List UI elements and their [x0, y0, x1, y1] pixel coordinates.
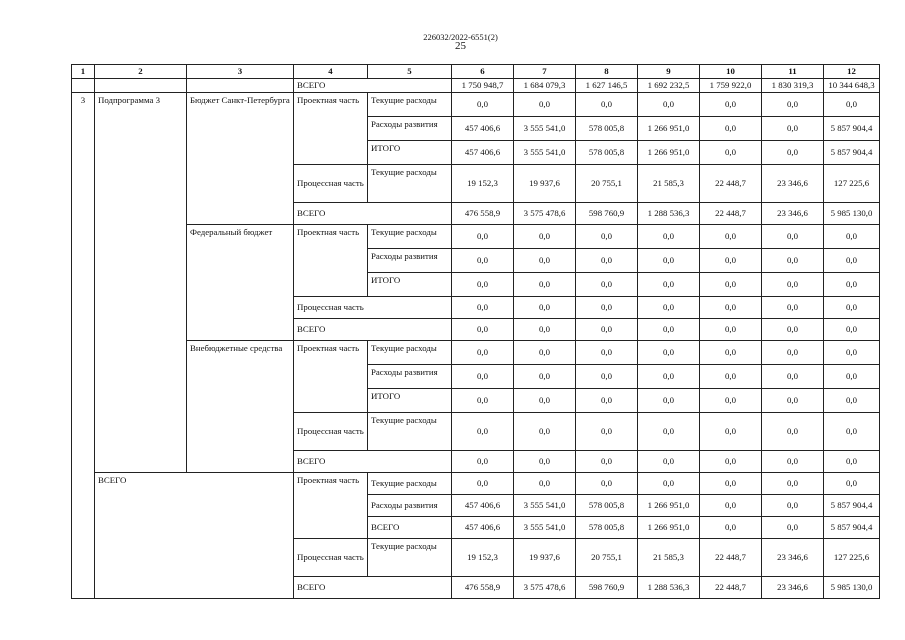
expense-type: ИТОГО	[368, 389, 452, 413]
process-part-label: Процессная часть	[294, 539, 368, 577]
value-cell: 0,0	[576, 249, 638, 273]
value-cell: 0,0	[762, 225, 824, 249]
value-cell: 578 005,8	[576, 517, 638, 539]
column-number-cell: 12	[824, 65, 880, 79]
value-cell: 0,0	[576, 389, 638, 413]
column-number-cell: 9	[638, 65, 700, 79]
value-cell: 0,0	[700, 451, 762, 473]
total-label: ВСЕГО	[294, 79, 452, 93]
empty-cell	[187, 79, 294, 93]
value-cell: 1 759 922,0	[700, 79, 762, 93]
value-cell: 22 448,7	[700, 539, 762, 577]
value-cell: 1 288 536,3	[638, 577, 700, 599]
value-cell: 5 857 904,4	[824, 517, 880, 539]
value-cell: 0,0	[638, 297, 700, 319]
value-cell: 457 406,6	[452, 517, 514, 539]
value-cell: 3 555 541,0	[514, 141, 576, 165]
value-cell: 0,0	[824, 389, 880, 413]
value-cell: 457 406,6	[452, 495, 514, 517]
value-cell: 1 627 146,5	[576, 79, 638, 93]
value-cell: 5 857 904,4	[824, 141, 880, 165]
value-cell: 0,0	[514, 451, 576, 473]
table-row	[72, 65, 880, 79]
value-cell: 0,0	[700, 365, 762, 389]
value-cell: 457 406,6	[452, 141, 514, 165]
value-cell: 19 937,6	[514, 165, 576, 203]
expense-type: Текущие расходы	[368, 473, 452, 495]
summary-label: ВСЕГО	[95, 473, 294, 599]
value-cell: 0,0	[824, 297, 880, 319]
page-number: 25	[455, 40, 466, 52]
value-cell: 5 985 130,0	[824, 577, 880, 599]
value-cell: 0,0	[638, 451, 700, 473]
value-cell: 0,0	[762, 117, 824, 141]
value-cell: 0,0	[638, 473, 700, 495]
value-cell: 0,0	[824, 473, 880, 495]
value-cell: 1 266 951,0	[638, 117, 700, 141]
value-cell: 0,0	[762, 451, 824, 473]
column-number-cell: 2	[95, 65, 187, 79]
table-row	[72, 341, 880, 365]
value-cell: 0,0	[762, 341, 824, 365]
value-cell: 1 266 951,0	[638, 517, 700, 539]
expense-type: Текущие расходы	[368, 225, 452, 249]
value-cell: 0,0	[638, 413, 700, 451]
value-cell: 0,0	[700, 517, 762, 539]
document-id: 226032/2022-6551(2)	[423, 32, 498, 42]
value-cell: 0,0	[762, 495, 824, 517]
project-part-label: Проектная часть	[294, 225, 368, 297]
value-cell: 578 005,8	[576, 495, 638, 517]
value-cell: 20 755,1	[576, 165, 638, 203]
value-cell: 0,0	[576, 297, 638, 319]
expense-type: Расходы развития	[368, 365, 452, 389]
funding-source: Внебюджетные средства	[187, 341, 294, 473]
column-number-cell: 5	[368, 65, 452, 79]
value-cell: 22 448,7	[700, 203, 762, 225]
value-cell: 0,0	[700, 249, 762, 273]
value-cell: 0,0	[576, 93, 638, 117]
empty-cell	[72, 79, 95, 93]
value-cell: 0,0	[824, 451, 880, 473]
value-cell: 457 406,6	[452, 117, 514, 141]
value-cell: 21 585,3	[638, 539, 700, 577]
value-cell: 1 266 951,0	[638, 495, 700, 517]
value-cell: 3 575 478,6	[514, 577, 576, 599]
value-cell: 1 288 536,3	[638, 203, 700, 225]
budget-table	[71, 64, 880, 599]
process-part-label: Процессная часть	[294, 297, 452, 319]
value-cell: 0,0	[452, 93, 514, 117]
value-cell: 1 830 319,3	[762, 79, 824, 93]
value-cell: 3 555 541,0	[514, 517, 576, 539]
value-cell: 0,0	[514, 249, 576, 273]
expense-type: Текущие расходы	[368, 93, 452, 117]
value-cell: 0,0	[762, 93, 824, 117]
expense-type: Текущие расходы	[368, 413, 452, 451]
value-cell: 1 684 079,3	[514, 79, 576, 93]
table-row	[72, 79, 880, 93]
empty-cell	[95, 79, 187, 93]
value-cell: 0,0	[700, 473, 762, 495]
value-cell: 0,0	[824, 413, 880, 451]
value-cell: 0,0	[762, 389, 824, 413]
value-cell: 0,0	[700, 319, 762, 341]
value-cell: 0,0	[638, 225, 700, 249]
value-cell: 0,0	[700, 297, 762, 319]
project-part-label: Проектная часть	[294, 341, 368, 413]
value-cell: 0,0	[700, 273, 762, 297]
value-cell: 476 558,9	[452, 577, 514, 599]
value-cell: 23 346,6	[762, 203, 824, 225]
value-cell: 0,0	[700, 117, 762, 141]
value-cell: 0,0	[452, 341, 514, 365]
value-cell: 0,0	[700, 389, 762, 413]
value-cell: 0,0	[638, 249, 700, 273]
value-cell: 0,0	[824, 249, 880, 273]
value-cell: 0,0	[762, 297, 824, 319]
value-cell: 5 985 130,0	[824, 203, 880, 225]
total-label: ВСЕГО	[294, 451, 452, 473]
value-cell: 23 346,6	[762, 539, 824, 577]
value-cell: 0,0	[824, 273, 880, 297]
table-row	[72, 225, 880, 249]
expense-type: Текущие расходы	[368, 165, 452, 203]
process-part-label: Процессная часть	[294, 413, 368, 451]
column-number-cell: 7	[514, 65, 576, 79]
value-cell: 578 005,8	[576, 117, 638, 141]
value-cell: 0,0	[762, 365, 824, 389]
value-cell: 0,0	[700, 93, 762, 117]
value-cell: 0,0	[514, 473, 576, 495]
process-part-label: Процессная часть	[294, 165, 368, 203]
value-cell: 0,0	[514, 341, 576, 365]
total-label: ВСЕГО	[294, 577, 452, 599]
value-cell: 0,0	[762, 413, 824, 451]
value-cell: 0,0	[638, 365, 700, 389]
value-cell: 1 692 232,5	[638, 79, 700, 93]
value-cell: 0,0	[514, 319, 576, 341]
value-cell: 0,0	[514, 93, 576, 117]
value-cell: 10 344 648,3	[824, 79, 880, 93]
value-cell: 476 558,9	[452, 203, 514, 225]
value-cell: 0,0	[762, 517, 824, 539]
value-cell: 0,0	[452, 451, 514, 473]
value-cell: 1 266 951,0	[638, 141, 700, 165]
total-label: ВСЕГО	[294, 203, 452, 225]
value-cell: 3 555 541,0	[514, 495, 576, 517]
value-cell: 0,0	[452, 273, 514, 297]
value-cell: 21 585,3	[638, 165, 700, 203]
expense-type: ИТОГО	[368, 273, 452, 297]
value-cell: 20 755,1	[576, 539, 638, 577]
value-cell: 127 225,6	[824, 539, 880, 577]
value-cell: 23 346,6	[762, 165, 824, 203]
value-cell: 0,0	[824, 365, 880, 389]
value-cell: 1 750 948,7	[452, 79, 514, 93]
value-cell: 0,0	[638, 319, 700, 341]
value-cell: 0,0	[576, 451, 638, 473]
value-cell: 19 152,3	[452, 165, 514, 203]
value-cell: 0,0	[824, 319, 880, 341]
value-cell: 0,0	[576, 273, 638, 297]
expense-type: Расходы развития	[368, 249, 452, 273]
value-cell: 0,0	[452, 389, 514, 413]
value-cell: 0,0	[452, 413, 514, 451]
value-cell: 0,0	[576, 473, 638, 495]
value-cell: 0,0	[514, 413, 576, 451]
value-cell: 0,0	[452, 225, 514, 249]
column-number-cell: 8	[576, 65, 638, 79]
value-cell: 0,0	[700, 495, 762, 517]
expense-type: Текущие расходы	[368, 341, 452, 365]
value-cell: 0,0	[824, 93, 880, 117]
value-cell: 22 448,7	[700, 165, 762, 203]
value-cell: 0,0	[452, 473, 514, 495]
table-row	[72, 473, 880, 495]
value-cell: 0,0	[576, 319, 638, 341]
value-cell: 598 760,9	[576, 203, 638, 225]
value-cell: 0,0	[700, 141, 762, 165]
column-number-cell: 10	[700, 65, 762, 79]
value-cell: 0,0	[638, 389, 700, 413]
value-cell: 0,0	[452, 249, 514, 273]
value-cell: 0,0	[700, 225, 762, 249]
expense-type: Текущие расходы	[368, 539, 452, 577]
expense-type: ВСЕГО	[368, 517, 452, 539]
value-cell: 0,0	[514, 389, 576, 413]
value-cell: 0,0	[700, 413, 762, 451]
value-cell: 0,0	[700, 341, 762, 365]
value-cell: 0,0	[762, 473, 824, 495]
value-cell: 0,0	[514, 297, 576, 319]
value-cell: 0,0	[452, 365, 514, 389]
value-cell: 22 448,7	[700, 577, 762, 599]
column-number-cell: 6	[452, 65, 514, 79]
table-row	[72, 93, 880, 117]
project-part-label: Проектная часть	[294, 473, 368, 539]
value-cell: 23 346,6	[762, 577, 824, 599]
value-cell: 19 152,3	[452, 539, 514, 577]
column-number-cell: 11	[762, 65, 824, 79]
project-part-label: Проектная часть	[294, 93, 368, 165]
value-cell: 5 857 904,4	[824, 495, 880, 517]
value-cell: 578 005,8	[576, 141, 638, 165]
value-cell: 0,0	[762, 273, 824, 297]
value-cell: 598 760,9	[576, 577, 638, 599]
value-cell: 0,0	[576, 413, 638, 451]
value-cell: 0,0	[824, 341, 880, 365]
value-cell: 0,0	[638, 93, 700, 117]
value-cell: 0,0	[638, 341, 700, 365]
value-cell: 0,0	[576, 341, 638, 365]
value-cell: 0,0	[762, 249, 824, 273]
value-cell: 3 555 541,0	[514, 117, 576, 141]
value-cell: 19 937,6	[514, 539, 576, 577]
funding-source: Бюджет Санкт-Петербурга	[187, 93, 294, 225]
expense-type: Расходы развития	[368, 495, 452, 517]
value-cell: 0,0	[824, 225, 880, 249]
funding-source: Федеральный бюджет	[187, 225, 294, 341]
expense-type: ИТОГО	[368, 141, 452, 165]
column-number-cell: 1	[72, 65, 95, 79]
value-cell: 3 575 478,6	[514, 203, 576, 225]
value-cell: 0,0	[514, 365, 576, 389]
value-cell: 0,0	[762, 319, 824, 341]
expense-type: Расходы развития	[368, 117, 452, 141]
value-cell: 5 857 904,4	[824, 117, 880, 141]
value-cell: 0,0	[514, 273, 576, 297]
column-number-cell: 3	[187, 65, 294, 79]
value-cell: 0,0	[452, 297, 514, 319]
value-cell: 0,0	[762, 141, 824, 165]
value-cell: 0,0	[514, 225, 576, 249]
value-cell: 0,0	[638, 273, 700, 297]
value-cell: 0,0	[576, 225, 638, 249]
value-cell: 0,0	[576, 365, 638, 389]
value-cell: 0,0	[452, 319, 514, 341]
program-name: Подпрограмма 3	[95, 93, 187, 473]
program-number: 3	[72, 93, 95, 599]
column-number-cell: 4	[294, 65, 368, 79]
total-label: ВСЕГО	[294, 319, 452, 341]
value-cell: 127 225,6	[824, 165, 880, 203]
